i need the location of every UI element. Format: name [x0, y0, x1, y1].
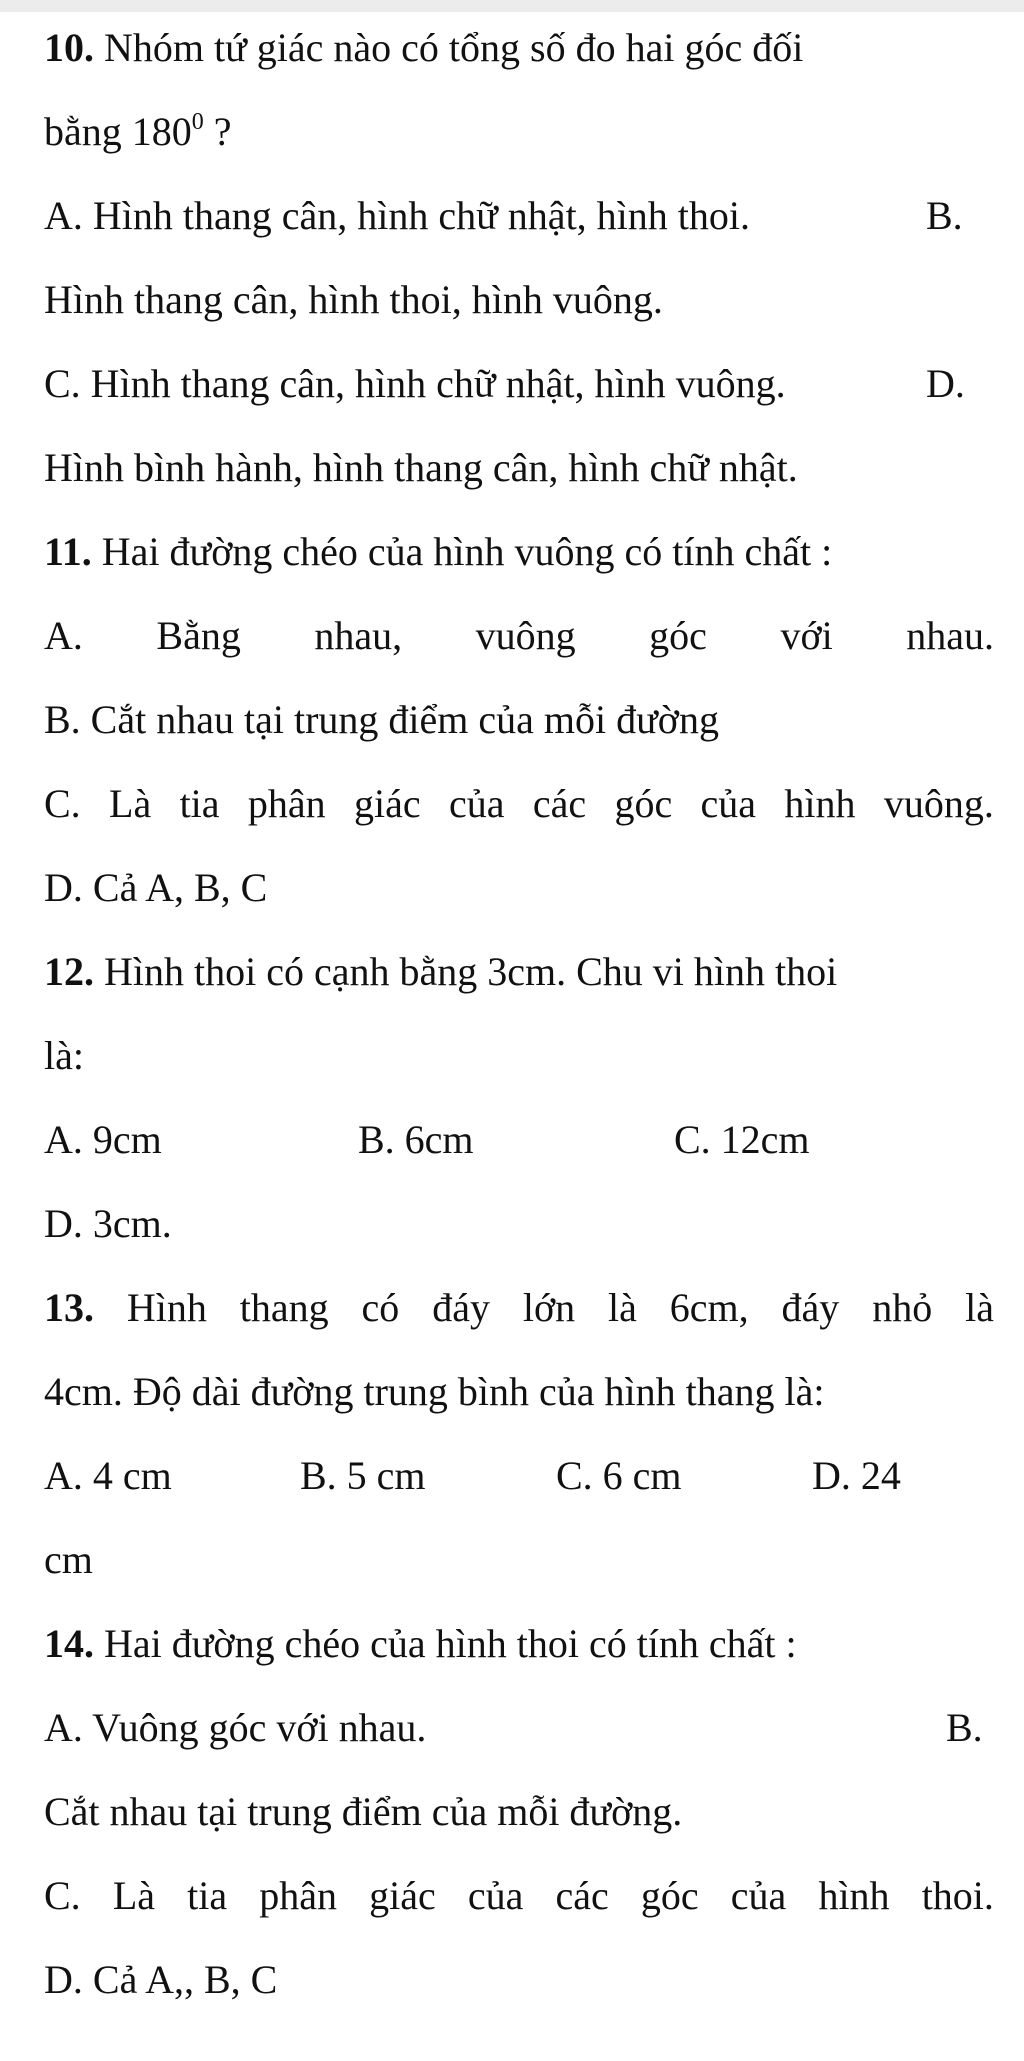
q11-c-word: các — [532, 781, 587, 826]
q13-text-line2: 4cm. Độ dài đường trung bình của hình thang là: — [44, 1369, 825, 1414]
q11-number: 11. — [44, 529, 92, 574]
q13-word: là — [965, 1285, 994, 1330]
q14-option-a: A. Vuông góc với nhau. — [44, 1705, 427, 1750]
q14-c-word: các — [555, 1873, 609, 1918]
q14-c-word: C. — [44, 1873, 81, 1918]
q14-c-word: của — [467, 1873, 524, 1918]
q14-number: 14. — [44, 1621, 94, 1666]
q10-option-d: Hình bình hành, hình thang cân, hình chữ nhật. — [44, 445, 798, 490]
q14-option-b-label: B. — [946, 1705, 983, 1750]
q11-a-word: nhau. — [906, 613, 994, 658]
q11-option-a — [44, 610, 994, 662]
q10-line2 — [44, 106, 994, 158]
q13-line1 — [44, 1282, 994, 1334]
q11-c-word: phân — [247, 781, 326, 826]
q10-option-a: A. Hình thang cân, hình chữ nhật, hình thoi. — [44, 193, 751, 238]
q11-a-word: nhau, — [314, 613, 403, 658]
q11-option-d: D. Cả A, B, C — [44, 865, 268, 910]
q11-a-word: Bằng — [156, 613, 241, 658]
q10-option-b: Hình thang cân, hình thoi, hình vuông. — [44, 277, 663, 322]
q12-option-b: B. 6cm — [358, 1117, 474, 1162]
q11-text: Hai đường chéo của hình vuông có tính chất : — [91, 529, 833, 574]
q13-option-d-cont: cm — [44, 1537, 93, 1582]
q11-c-word: Là — [109, 781, 152, 826]
q11-c-word: tia — [179, 781, 220, 826]
q13-word: nhỏ — [872, 1285, 933, 1330]
q11-option-c — [44, 778, 994, 830]
q10-text-line1: Nhóm tứ giác nào có tổng số đo hai góc đối — [94, 25, 804, 70]
q14-c-word: tia — [187, 1873, 228, 1918]
q14-text: Hai đường chéo của hình thoi có tính chất : — [94, 1621, 797, 1666]
q10-option-b-label: B. — [926, 193, 963, 238]
q13-word: thang — [239, 1285, 329, 1330]
q11-c-word: của — [700, 781, 757, 826]
q13-word: 6cm, — [669, 1285, 749, 1330]
q11-c-word: giác — [354, 781, 421, 826]
q14-option-d: D. Cả A,, B, C — [44, 1957, 278, 2002]
q11-a-word: vuông — [475, 613, 576, 658]
q11-a-word: với — [780, 613, 833, 658]
q11-c-word: vuông. — [883, 781, 994, 826]
q13-word: Hình — [126, 1285, 207, 1330]
q14-c-word: phân — [259, 1873, 337, 1918]
q10-option-c: C. Hình thang cân, hình chữ nhật, hình vuông. — [44, 361, 786, 406]
q14-c-word: thoi. — [921, 1873, 994, 1918]
q11-c-word: C. — [44, 781, 81, 826]
q13-word: đáy — [432, 1285, 490, 1330]
top-edge-bar — [0, 0, 1024, 12]
q13-option-c: C. 6 cm — [556, 1453, 682, 1498]
q14-line1 — [44, 1618, 994, 1670]
q10-number: 10. — [44, 25, 94, 70]
q11-c-word: góc — [614, 781, 673, 826]
q13-number: 13. — [44, 1285, 94, 1330]
q10-option-row2 — [44, 358, 994, 410]
q12-option-c: C. 12cm — [674, 1117, 810, 1162]
q12-text-line2: là: — [44, 1033, 84, 1078]
q14-c-word: góc — [640, 1873, 699, 1918]
q10-line1 — [44, 22, 994, 74]
q12-number: 12. — [44, 949, 94, 994]
q14-option-c — [44, 1870, 994, 1922]
q11-a-word: A. — [44, 613, 83, 658]
q12-option-d: D. 3cm. — [44, 1201, 172, 1246]
q14-c-word: giác — [369, 1873, 436, 1918]
q10-text-line2: bằng 180 — [44, 109, 192, 154]
q13-word: lớn — [522, 1285, 576, 1330]
q10-option-d-label: D. — [926, 361, 965, 406]
q11-option-b: B. Cắt nhau tại trung điểm của mỗi đường — [44, 697, 719, 742]
q10-option-row1 — [44, 190, 994, 242]
q14-option-row1 — [44, 1702, 994, 1754]
q10-degree-sup: 0 — [191, 109, 204, 135]
q14-c-word: Là — [112, 1873, 155, 1918]
q13-option-d: D. 24 — [812, 1453, 901, 1498]
q12-text-line1: Hình thoi có cạnh bằng 3cm. Chu vi hình thoi — [94, 949, 838, 994]
q14-c-word: hình — [818, 1873, 890, 1918]
q13-option-b: B. 5 cm — [300, 1453, 426, 1498]
q11-line1 — [44, 526, 994, 578]
q13-word: là — [608, 1285, 637, 1330]
q14-option-b: Cắt nhau tại trung điểm của mỗi đường. — [44, 1789, 683, 1834]
q14-c-word: của — [730, 1873, 787, 1918]
q13-option-a: A. 4 cm — [44, 1453, 172, 1498]
q11-c-word: hình — [784, 781, 856, 826]
q12-line1 — [44, 946, 994, 998]
q12-option-a: A. 9cm — [44, 1117, 162, 1162]
q13-word: đáy — [781, 1285, 840, 1330]
q10-text-line2-end: ? — [203, 109, 232, 154]
q13-word: có — [361, 1285, 400, 1330]
q11-a-word: góc — [649, 613, 707, 658]
q11-c-word: của — [448, 781, 505, 826]
